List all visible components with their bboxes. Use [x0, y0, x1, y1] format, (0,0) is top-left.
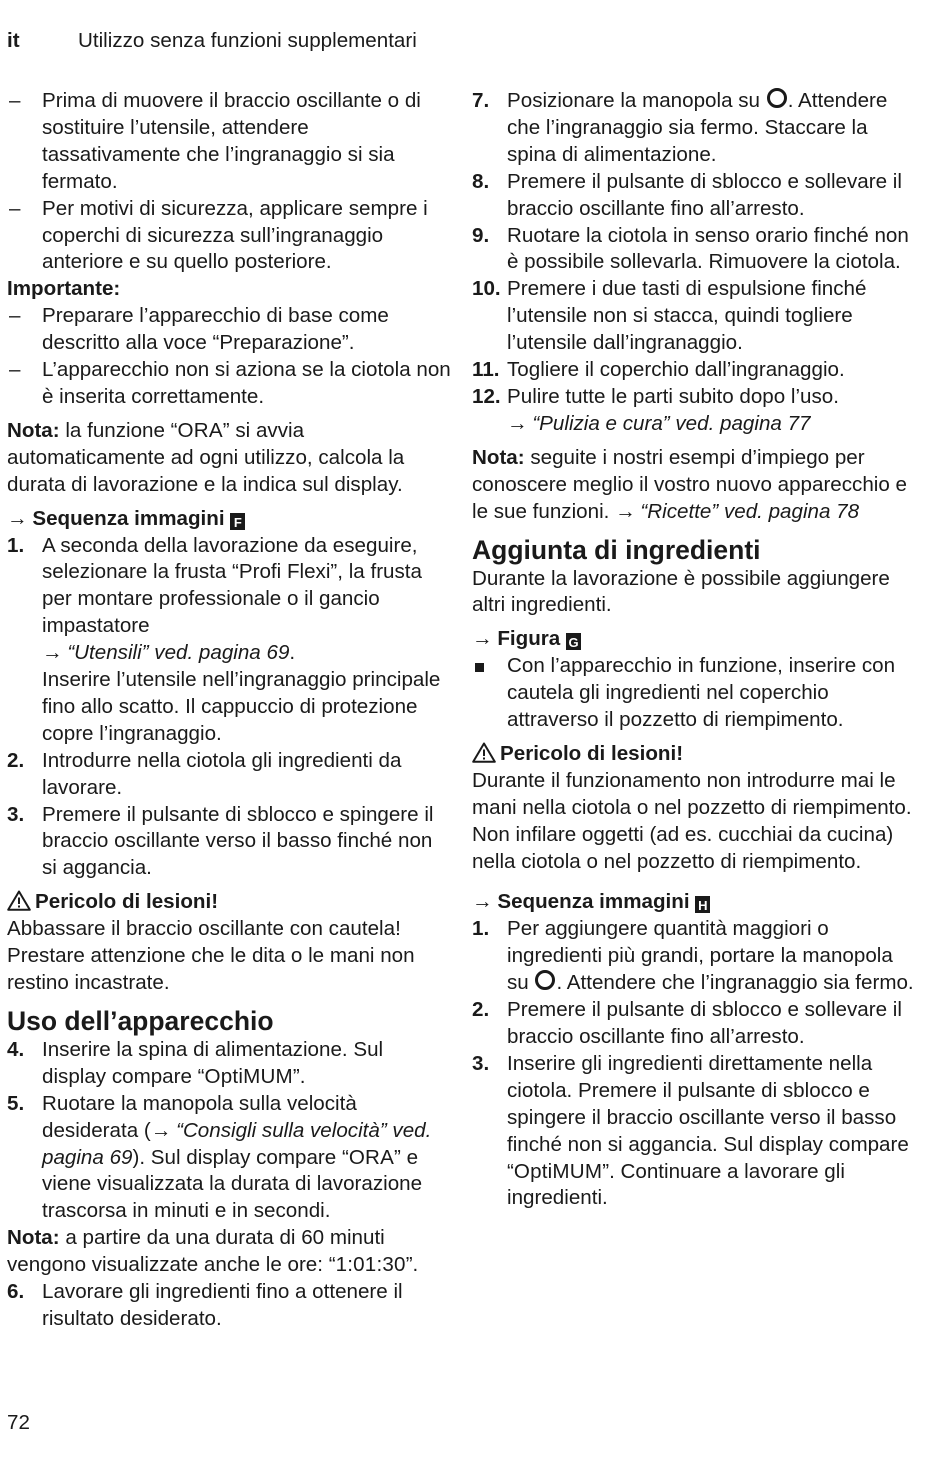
step-item: 9. Ruotare la ciotola in senso orario finché non è possibile sollevarla. Rimuovere la ciotola.	[472, 223, 909, 274]
left-column	[7, 88, 452, 1333]
language-code: it	[7, 29, 20, 52]
right-column	[472, 88, 917, 1212]
dash-item	[7, 88, 452, 196]
figure-badge-icon: G	[566, 633, 581, 650]
step-number: 4.	[7, 1037, 25, 1061]
page-reference: “Consigli sulla velocità” ved. pagina 69	[42, 1118, 432, 1169]
figure-heading: → Figura G	[472, 626, 917, 653]
warning-heading: Pericolo di lesioni!	[472, 741, 917, 768]
display-text: OptiMUM	[513, 1159, 603, 1183]
step-item: 1. Per aggiungere quantità maggiori o ingredienti più grandi, portare la manopola su . Attendere che l’ingranaggio sia fermo.	[472, 917, 914, 995]
square-bullet-icon	[475, 663, 484, 672]
step-item: 6. Lavorare gli ingredienti fino a ottenere il risultato desiderato.	[7, 1280, 403, 1330]
display-text: 1:01:30	[335, 1253, 406, 1277]
dash-marker: –	[9, 358, 21, 382]
off-position-icon	[767, 88, 787, 108]
note-label: Nota:	[7, 418, 60, 442]
step-item: 1. A seconda della lavorazione da eseguire, selezionare la frusta “Profi Flexi”, la frusta per montare professionale o il gancio impastatore → “Utensili” ved. pagina 69. Inserire l’utensile nell’ingranaggio principale fino allo scatto. Il cappuccio di protezione copre l’ingranaggio.	[7, 533, 441, 745]
page-reference: “Utensili” ved. pagina 69	[61, 641, 290, 665]
step-number: 2.	[472, 998, 490, 1022]
dash-text: L’apparecchio non si aziona se la ciotola non è inserita correttamente.	[42, 358, 451, 408]
step-item: 7. Posizionare la manopola su . Attendere che l’ingranaggio sia fermo. Staccare la spina di alimentazione.	[472, 89, 888, 166]
note-label: Nota:	[7, 1226, 60, 1250]
off-position-icon	[535, 970, 555, 990]
dash-item	[7, 357, 452, 411]
page-reference: “Pulizia e cura” ved. pagina 77	[526, 411, 811, 435]
display-text: OptiMUM	[204, 1064, 293, 1088]
step-number: 6.	[7, 1280, 25, 1304]
dash-marker: –	[9, 89, 21, 112]
section-intro: Durante la lavorazione è possibile aggiungere altri ingredienti.	[472, 566, 890, 617]
step-item: 12. Pulire tutte le parti subito dopo l’uso. → “Pulizia e cura” ved. pagina 77	[472, 384, 839, 435]
step-number: 5.	[7, 1091, 25, 1115]
step-number: 1.	[472, 917, 490, 941]
step-item: 2. Introdurre nella ciotola gli ingredienti da lavorare.	[7, 748, 402, 799]
step-number: 10.	[472, 277, 501, 301]
step-number: 3.	[7, 802, 25, 826]
section-heading-aggiunta: Aggiunta di ingredienti	[472, 534, 761, 565]
step-number: 12.	[472, 384, 501, 408]
note-paragraph: Nota: a partire da una durata di 60 minuti vengono visualizzate anche le ore: “1:01:30”.	[7, 1226, 419, 1277]
display-text: ORA	[348, 1145, 395, 1169]
figure-badge-icon: F	[230, 513, 245, 530]
image-sequence-heading: → Sequenza immagini H	[472, 889, 917, 916]
step-number: 11.	[472, 358, 500, 382]
bullet-item: Con l’apparecchio in funzione, inserire con cautela gli ingredienti nel coperchio attraverso il pozzetto di riempimento.	[472, 653, 917, 734]
dash-text: Per motivi di sicurezza, applicare sempre i coperchi di sicurezza sull’ingranaggio anteriore e su quello posteriore.	[42, 196, 428, 274]
page-number: 72	[7, 1411, 30, 1434]
importante-heading: Importante:	[7, 277, 121, 301]
dash-text: Prima di muovere il braccio oscillante o di sostituire l’utensile, attendere tassativamente che l’ingranaggio si sia fermato.	[42, 89, 421, 193]
arrow-icon: →	[472, 890, 492, 914]
arrow-icon: →	[42, 641, 62, 665]
step-item: 10. Premere i due tasti di espulsione finché l’utensile non si stacca, quindi togliere l’utensile dall’ingranaggio.	[472, 277, 867, 355]
step-item: 11. Togliere il coperchio dall’ingranaggio.	[472, 357, 917, 384]
step-number: 1.	[7, 533, 25, 557]
step-number: 7.	[472, 89, 490, 112]
dash-item	[7, 303, 452, 357]
dash-item	[7, 196, 452, 277]
step-number: 3.	[472, 1051, 490, 1075]
dash-text: Preparare l’apparecchio di base come descritto alla voce “Preparazione”.	[42, 304, 389, 355]
image-sequence-heading: → Sequenza immagini F	[7, 506, 452, 533]
step-item: 3. Premere il pulsante di sblocco e spingere il braccio oscillante verso il basso finché non si aggancia.	[7, 802, 434, 880]
step-item: 4. Inserire la spina di alimentazione. Sul display compare “OptiMUM”.	[7, 1037, 384, 1088]
step-number: 9.	[472, 223, 490, 247]
dash-marker: –	[9, 304, 21, 328]
note-label: Nota:	[472, 445, 525, 469]
figure-badge-icon: H	[695, 896, 710, 913]
page-header-title: Utilizzo senza funzioni supplementari	[78, 29, 417, 52]
step-item: 2. Premere il pulsante di sblocco e sollevare il braccio oscillante fino all’arresto.	[472, 998, 902, 1048]
step-number: 2.	[7, 748, 25, 772]
step-item: 3. Inserire gli ingredienti direttamente nella ciotola. Premere il pulsante di sblocco e spingere il braccio oscillante verso il basso finché non si aggancia. Sul display compare “OptiMUM”. Continuare a lavorare gli ingredienti.	[472, 1051, 909, 1210]
arrow-icon: →	[507, 411, 527, 435]
step-item: 5. Ruotare la manopola sulla velocità desiderata (→ “Consigli sulla velocità” ved. pagina 69). Sul display compare “ORA” e viene visualizzata la durata di lavorazione trascorsa in minuti e in secondi.	[7, 1091, 432, 1223]
step-number: 8.	[472, 169, 490, 193]
arrow-icon: →	[472, 627, 492, 651]
note-paragraph: Nota: la funzione “ORA” si avvia automaticamente ad ogni utilizzo, calcola la durata di lavorazione e la indica sul display.	[7, 418, 405, 496]
warning-text: Durante il funzionamento non introdurre mai le mani nella ciotola o nel pozzetto di riempimento. Non infilare oggetti (ad es. cucchiai da cucina) nella ciotola o nel pozzetto di riempimento.	[472, 768, 912, 873]
page-reference: “Ricette” ved. pagina 78	[634, 499, 860, 523]
section-heading-uso: Uso dell’apparecchio	[7, 1005, 274, 1036]
warning-text: Abbassare il braccio oscillante con cautela! Prestare attenzione che le dita o le mani non restino incastrate.	[7, 917, 415, 994]
step-item: 8. Premere il pulsante di sblocco e sollevare il braccio oscillante fino all’arresto.	[472, 169, 902, 220]
warning-triangle-icon	[472, 742, 496, 763]
arrow-icon: →	[150, 1118, 171, 1142]
warning-triangle-icon	[7, 890, 31, 911]
dash-marker: –	[9, 196, 21, 220]
arrow-icon: →	[615, 499, 635, 523]
display-text: ORA	[177, 418, 223, 442]
warning-heading: Pericolo di lesioni!	[7, 889, 452, 916]
note-paragraph: Nota: seguite i nostri esempi d’impiego per conoscere meglio il vostro nuovo apparecchio e le sue funzioni. → “Ricette” ved. pagina 78	[472, 445, 908, 523]
arrow-icon: →	[7, 506, 27, 530]
